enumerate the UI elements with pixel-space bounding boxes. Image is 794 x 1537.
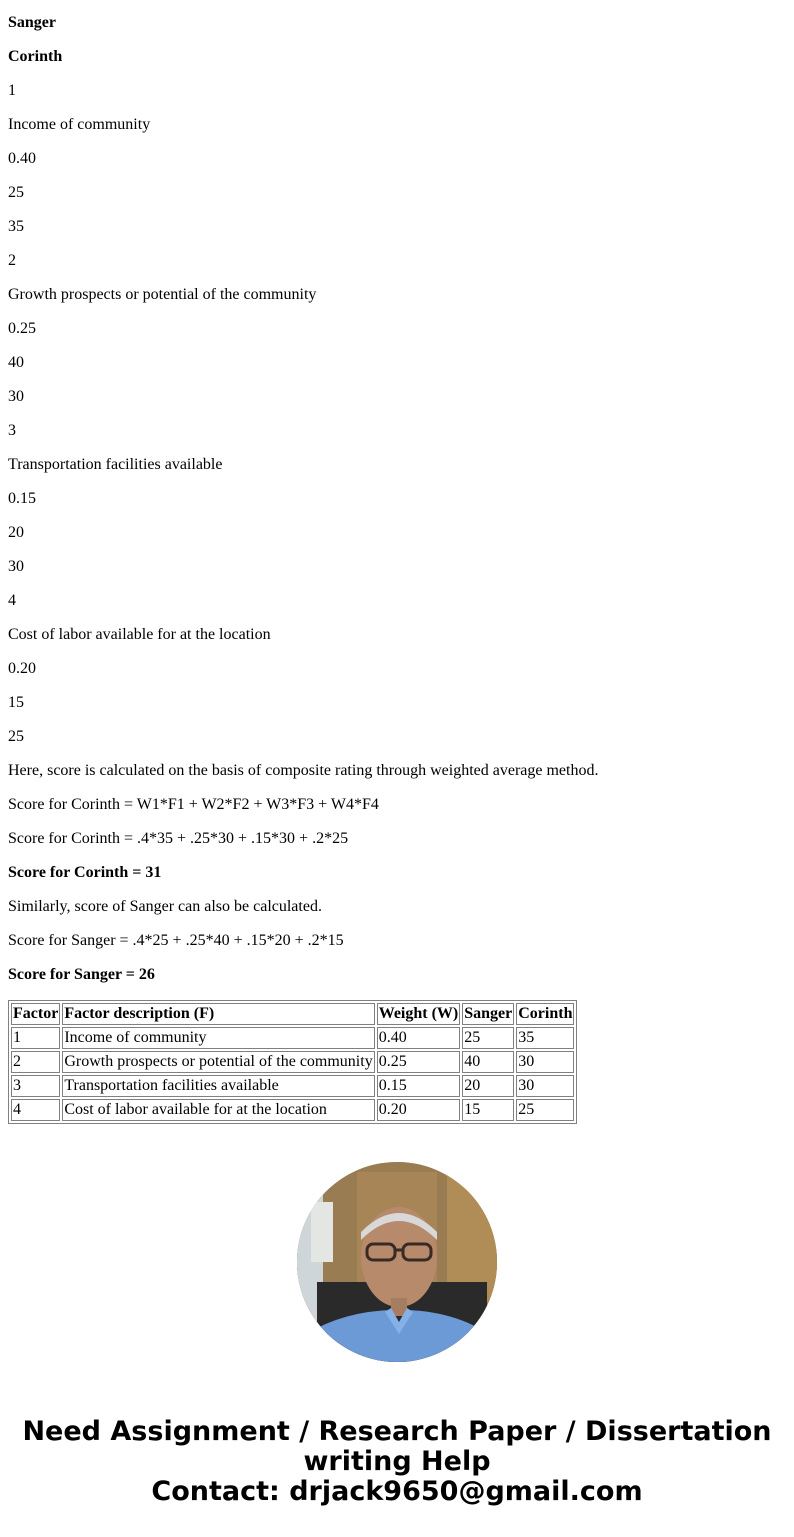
paragraph: 30 [8,558,24,575]
paragraph: Growth prospects or potential of the community [8,286,317,303]
cell-sanger: 40 [462,1051,514,1073]
header-weight: Weight (W) [377,1003,461,1025]
table-header-row [11,1003,574,1025]
paragraph: Here, score is calculated on the basis of composite rating through weighted average method. [8,762,599,779]
cell-factor: 4 [11,1099,60,1121]
cell-description: Cost of labor available for at the location [62,1099,374,1121]
paragraph: Similarly, score of Sanger can also be calculated. [8,898,322,915]
bold-paragraph: Corinth [8,48,63,65]
paragraph: Score for Sanger = .4*25 + .25*40 + .15*20 + .2*15 [8,932,344,949]
paragraph: 15 [8,694,24,711]
header-sanger: Sanger [462,1003,514,1025]
cell-description: Income of community [62,1027,374,1049]
table-row [11,1027,574,1049]
paragraph: 0.20 [8,660,36,677]
cell-weight: 0.40 [377,1027,461,1049]
person-portrait-icon [297,1162,497,1362]
paragraph: 0.25 [8,320,36,337]
cell-factor: 2 [11,1051,60,1073]
cell-weight: 0.25 [377,1051,461,1073]
cell-weight: 0.15 [377,1075,461,1097]
paragraph: 1 [8,82,16,99]
footer-line-1: Need Assignment / Research Paper / Dissertation [22,1416,772,1447]
cell-description: Transportation facilities available [62,1075,374,1097]
cell-weight: 0.20 [377,1099,461,1121]
cell-sanger: 25 [462,1027,514,1049]
paragraph: Income of community [8,116,151,133]
avatar-section [0,1162,794,1367]
contact-footer [0,1417,794,1507]
cell-corinth: 35 [516,1027,574,1049]
paragraph: 35 [8,218,24,235]
paragraph: 0.40 [8,150,36,167]
paragraph: 30 [8,388,24,405]
paragraph: 25 [8,728,24,745]
paragraph: 25 [8,184,24,201]
header-factor-description: Factor description (F) [62,1003,374,1025]
paragraph: Score for Corinth = .4*35 + .25*30 + .15*30 + .2*25 [8,830,349,847]
cell-corinth: 25 [516,1099,574,1121]
bold-paragraph: Score for Corinth = 31 [8,864,162,881]
author-avatar [297,1162,497,1362]
table-row [11,1051,574,1073]
paragraph: 2 [8,252,16,269]
bold-paragraph: Score for Sanger = 26 [8,966,155,983]
table-section [0,1000,794,1124]
footer-contact-email: Contact: drjack9650@gmail.com [151,1476,643,1507]
paragraph: 3 [8,422,16,439]
paragraph: Cost of labor available for at the location [8,626,271,643]
cell-sanger: 15 [462,1099,514,1121]
header-factor: Factor [11,1003,60,1025]
header-corinth: Corinth [516,1003,574,1025]
cell-description: Growth prospects or potential of the community [62,1051,374,1073]
paragraph: 40 [8,354,24,371]
paragraph: Score for Corinth = W1*F1 + W2*F2 + W3*F3 + W4*F4 [8,796,379,813]
cell-sanger: 20 [462,1075,514,1097]
paragraph: 20 [8,524,24,541]
document-body [0,14,794,984]
bold-paragraph: Sanger [8,14,56,31]
cell-factor: 1 [11,1027,60,1049]
paragraph: Transportation facilities available [8,456,223,473]
paragraph: 4 [8,592,16,609]
table-row [11,1075,574,1097]
footer-line-2: writing Help [303,1446,491,1477]
paragraph: 0.15 [8,490,36,507]
factor-rating-table [8,1000,577,1124]
cell-corinth: 30 [516,1075,574,1097]
cell-factor: 3 [11,1075,60,1097]
table-row [11,1099,574,1121]
cell-corinth: 30 [516,1051,574,1073]
